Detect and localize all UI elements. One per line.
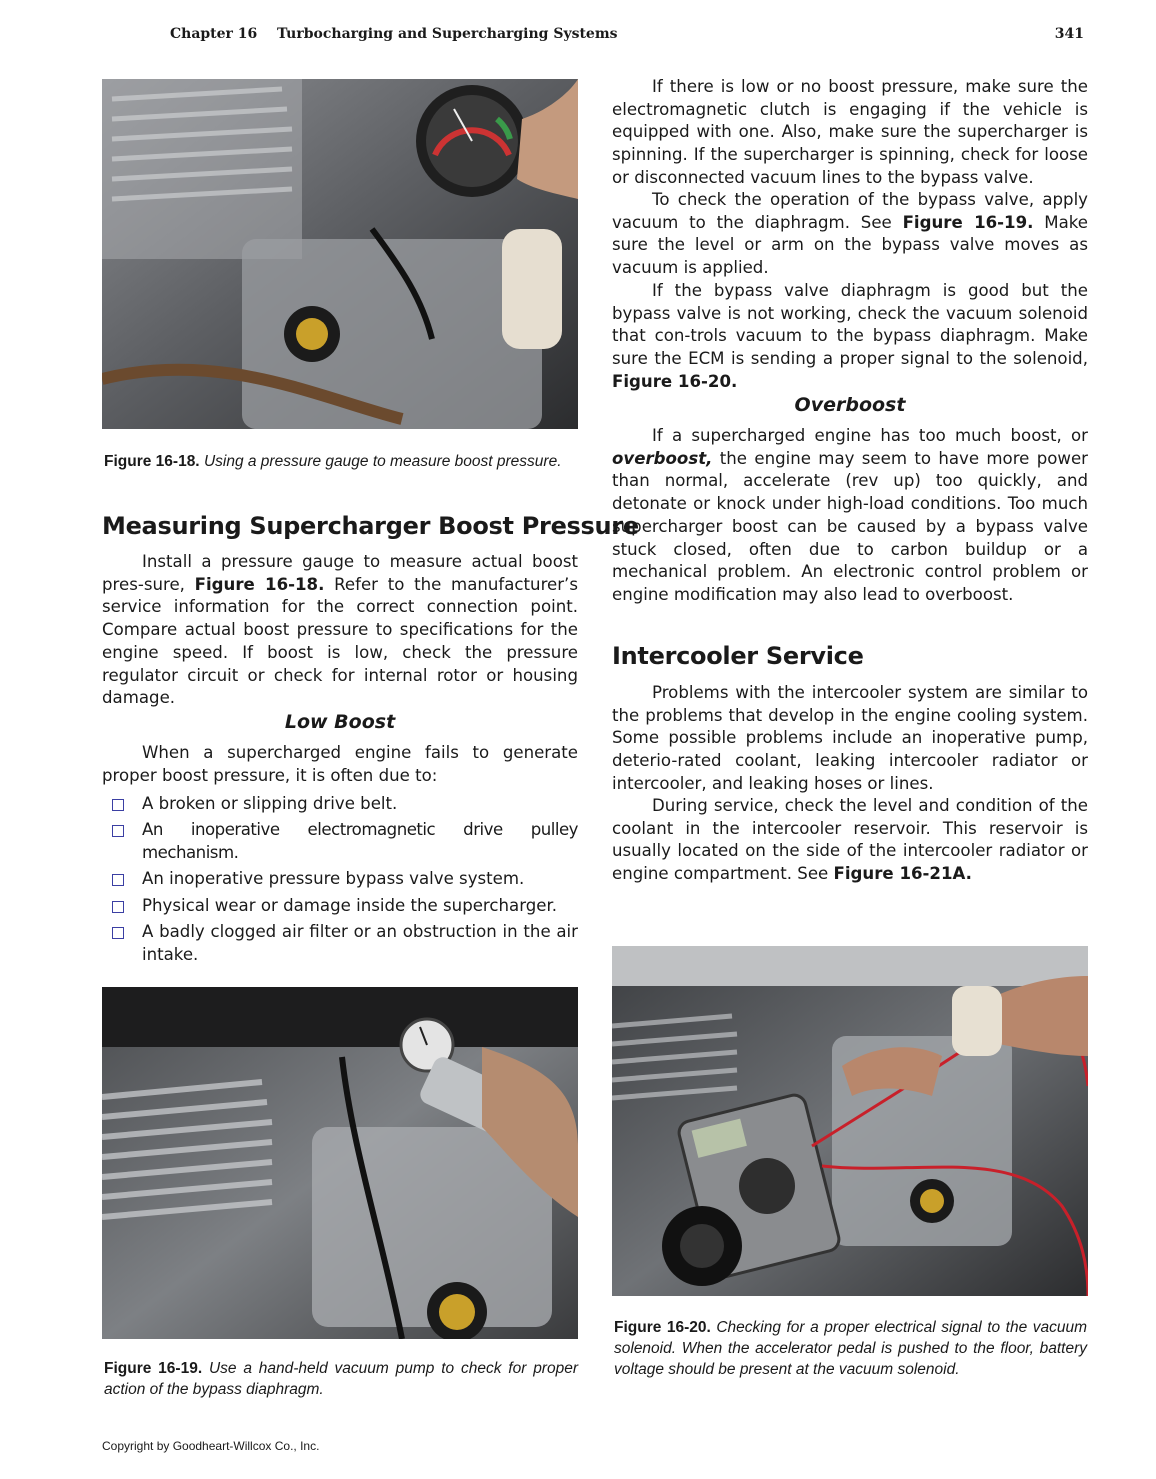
text-run: If a supercharged engine has too much boost, or	[652, 426, 1088, 445]
figure-16-18-photo	[102, 79, 578, 429]
caption-text: Use a hand-held vacuum pump to check for proper action of the bypass diaphragm.	[104, 1360, 578, 1398]
subsection-heading: Low Boost	[284, 711, 396, 733]
caption-text: Using a pressure gauge to measure boost pressure.	[203, 453, 562, 470]
paragraph	[612, 280, 1088, 394]
figure-16-19-caption	[104, 1358, 578, 1400]
checkbox-bullet-icon	[112, 901, 124, 913]
figure-reference: Figure 16-21A.	[833, 864, 972, 884]
list-item	[102, 895, 578, 918]
paragraph	[102, 551, 578, 710]
figure-16-20-photo	[612, 946, 1088, 1296]
figure-16-18-caption	[104, 451, 580, 472]
list-item	[102, 921, 578, 966]
paragraph	[612, 425, 1088, 607]
paragraph: When a supercharged engine fails to generate proper boost pressure, it is often due to:	[102, 743, 578, 785]
chapter-number: Chapter 16	[170, 26, 258, 42]
section-heading: Measuring Supercharger Boost Pressure	[102, 512, 639, 540]
list-item-text: An inoperative electromagnetic drive pulley mechanism.	[142, 820, 578, 863]
text-run: If the bypass valve diaphragm is good but the bypass valve is not working, check the vacuum solenoid that con-trols vacuum to the bypass diaphragm. Make sure the ECM is sending a proper signal to the solenoid,	[612, 281, 1088, 369]
list-item	[102, 868, 578, 891]
list-item-text: A badly clogged air filter or an obstruction in the air intake.	[142, 922, 578, 964]
checkbox-bullet-icon	[112, 825, 124, 837]
running-header	[170, 26, 618, 42]
text-run: To check the operation of the bypass valve, apply vacuum to the diaphragm. See	[612, 190, 1088, 232]
copyright-footer: Copyright by Goodheart-Willcox Co., Inc.	[102, 1439, 320, 1453]
text-run: the engine may seem to have more power than normal, accelerate (rev up) too quickly, and detonate or knock under high-load conditions. Too much supercharger boost can be caused by a bypass valve stuck closed, often due to carbon buildup or a mechanical problem. An electronic control problem or engine modification may also lead to overboost.	[612, 448, 1088, 604]
figure-label: Figure 16-19.	[104, 1360, 203, 1377]
figure-16-19-photo	[102, 987, 578, 1339]
list-item-text: An inoperative pressure bypass valve system.	[142, 869, 525, 889]
checkbox-bullet-icon	[112, 927, 124, 939]
figure-16-20-caption	[614, 1317, 1087, 1380]
paragraph	[612, 795, 1088, 886]
text-run: Refer to the manufacturer’s service information for the correct connection point. Compare actual boost pressure to specifications for the engine speed. If boost is low, check the pressure regulator circuit or check for internal rotor or housing damage.	[102, 574, 578, 708]
text-run: Make sure the level or arm on the bypass valve moves as vacuum is applied.	[612, 212, 1088, 278]
page-number: 341	[1054, 26, 1084, 42]
list-item	[102, 793, 578, 816]
paragraph	[612, 189, 1088, 280]
section-heading: Intercooler Service	[612, 642, 864, 670]
figure-label: Figure 16-20.	[614, 1319, 711, 1336]
checkbox-bullet-icon	[112, 874, 124, 886]
list-item-text: Physical wear or damage inside the supercharger.	[142, 895, 558, 915]
paragraph: Problems with the intercooler system are similar to the problems that develop in the engine cooling system. Some possible problems include an inoperative pump, deterio-rated coolant, leaking intercooler radiator or intercooler, and leaking hoses or lines.	[612, 683, 1088, 793]
defined-term: overboost,	[612, 448, 713, 468]
checkbox-bullet-icon	[112, 799, 124, 811]
subsection-heading: Overboost	[794, 394, 906, 416]
figure-reference: Figure 16-18.	[194, 574, 325, 594]
paragraph: If there is low or no boost pressure, make sure the electromagnetic clutch is engaging if the vehicle is equipped with one. Also, make sure the supercharger is spinning. If the supercharger is spinning, check for loose or disconnected vacuum lines to the bypass valve.	[612, 77, 1088, 187]
figure-reference: Figure 16-20.	[612, 371, 738, 391]
figure-label: Figure 16-18.	[104, 453, 200, 470]
list-item-text: A broken or slipping drive belt.	[142, 794, 398, 813]
bullet-list	[102, 793, 578, 970]
chapter-title: Turbocharging and Supercharging Systems	[277, 26, 618, 42]
caption-text: Checking for a proper electrical signal to the vacuum solenoid. When the accelerator pedal is pushed to the floor, battery voltage should be present at the vacuum solenoid.	[614, 1319, 1087, 1378]
text-run: During service, check the level and condition of the coolant in the intercooler reservoir. This reservoir is usually located on the side of the intercooler radiator or engine compartment. See	[612, 796, 1088, 884]
list-item	[102, 819, 578, 864]
text-run: Install a pressure gauge to measure actual boost pres-sure,	[102, 552, 578, 594]
figure-reference: Figure 16-19.	[902, 212, 1034, 232]
